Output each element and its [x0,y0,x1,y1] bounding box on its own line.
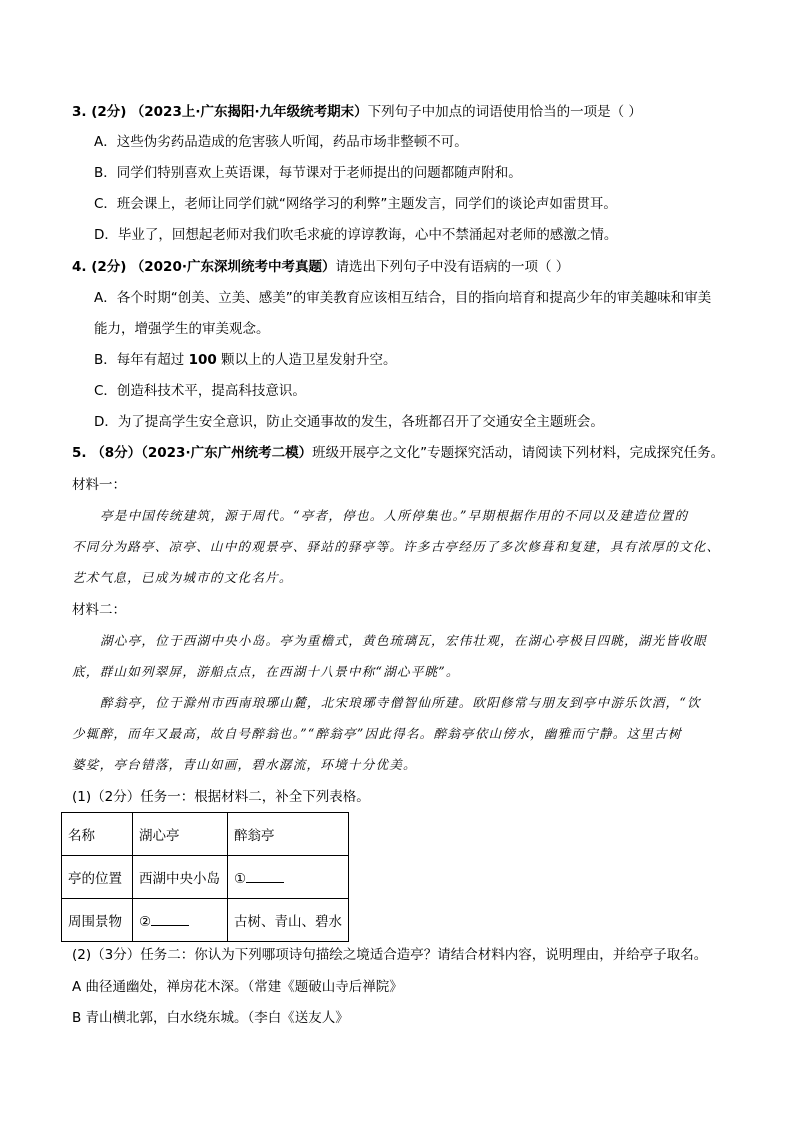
material-2-para-2-line-1: 醉翁亭，位于滁州市西南琅琊山麓，北宋琅琊寺僧智仙所建。欧阳修常与朋友到亭中游乐饮酒，“饮 [100,695,701,710]
task-1-prompt: (1)（2分）任务一：根据材料二，补全下列表格。 [72,789,370,805]
material-1-line-2: 不同分为路亭、凉亭、山中的观景亭、驿站的驿亭等。许多古亭经历了多次修葺和复建，具有浓厚的文化、 [72,539,721,554]
table-header-name: 名称 [62,813,133,856]
table-cell-scenery-label: 周围景物 [62,899,133,942]
material-2-para-2-line-2: 少辄醉，而年又最高，故自号醉翁也。”“醉翁亭”因此得名。醉翁亭依山傍水，幽雅而宁静。这里古树 [72,726,682,741]
blank-marker-2: ② [139,913,152,930]
material-2-para-1-line-2: 底，群山如列翠屏，游船点点，在西湖十八景中称“湖心平眺”。 [72,664,460,679]
question-4-stem [72,258,569,276]
question-5-text: 班级开展亭之文化”专题探究活动，请阅读下列材料，完成探究任务。 [312,445,725,461]
table-cell-zuiwengting-location[interactable] [228,856,349,899]
question-3-text: 下列句子中加点的词语使用恰当的一项是（ ） [367,104,642,120]
table-cell-huxinting-scenery[interactable] [133,899,228,942]
question-3-option-d: D．毕业了，回想起老师对我们吹毛求疵的谆谆教诲，心中不禁涌起对老师的感激之情。 [94,227,618,243]
table-cell-location-label: 亭的位置 [62,856,133,899]
question-3-stem [72,103,642,121]
question-5-source: （2023·广东广州统考二模） [141,445,313,461]
answer-blank-1[interactable] [246,868,284,883]
question-4-option-b-number: 100 [188,352,217,368]
question-4-text: 请选出下列句子中没有语病的一项（ ） [335,259,570,275]
table-cell-huxinting-location: 西湖中央小岛 [133,856,228,899]
material-1-label: 材料一： [72,477,126,493]
material-2-para-2-line-3: 婆娑，亭台错落，青山如画，碧水潺流，环境十分优美。 [72,757,417,772]
question-3-option-b: B．同学们特别喜欢上英语课，每节课对于老师提出的问题都随声附和。 [94,165,522,181]
question-4-option-d: D．为了提高学生安全意识，防止交通事故的发生，各班都召开了交通安全主题班会。 [94,414,604,430]
blank-marker-1: ① [234,870,247,887]
task-2-option-a: A 曲径通幽处，禅房花木深。（常建《题破山寺后禅院》 [72,979,403,995]
task-2-option-b: B 青山横北郭，白水绕东城。（李白《送友人》 [72,1010,349,1026]
question-4-option-b-suffix: 颗以上的人造卫星发射升空。 [216,352,397,368]
question-5-stem [72,444,724,462]
question-4-source: （2020·广东深圳统考中考真题） [130,259,336,275]
question-4-option-a-line1: A．各个时期“创美、立美、感美”的审美教育应该相互结合，目的指向培育和提高少年的审美趣味和审美 [94,290,712,306]
pavilion-table [61,812,349,942]
material-2-label: 材料二： [72,602,126,618]
table-cell-zuiwengting-scenery: 古树、青山、碧水 [228,899,349,942]
material-1-line-1: 亭是中国传统建筑，源于周代。“亭者，停也。人所停集也。”早期根据作用的不同以及建造位置的 [100,508,689,523]
question-3-option-c: C．班会课上，老师让同学们就“网络学习的利弊”主题发言，同学们的谈论声如雷贯耳。 [94,196,617,212]
answer-blank-2[interactable] [151,911,189,926]
table-row [62,899,349,942]
material-2-para-1-line-1: 湖心亭，位于西湖中央小岛。亭为重檐式，黄色琉璃瓦，宏伟壮观，在湖心亭极目四眺，湖光皆收眼 [100,633,707,648]
table-row [62,813,349,856]
question-4-option-b [94,351,397,369]
question-4-option-a-line2: 能力，增强学生的审美观念。 [94,321,270,337]
question-4-option-c: C．创造科技术平，提高科技意识。 [94,383,306,399]
question-4-number: 4. (2分) [72,259,127,275]
question-4-option-b-prefix: B．每年有超过 [94,352,189,368]
table-row [62,856,349,899]
question-3-source: （2023上·广东揭阳·九年级统考期末） [130,104,368,120]
table-header-zuiwengting: 醉翁亭 [228,813,349,856]
table-header-huxinting: 湖心亭 [133,813,228,856]
material-1-line-3: 艺术气息，已成为城市的文化名片。 [72,570,293,585]
question-3-option-a: A．这些伪劣药品造成的危害骇人听闻，药品市场非整顿不可。 [94,134,468,150]
question-5-number: 5. （8分） [72,445,142,461]
question-3-number: 3. (2分) [72,104,127,120]
task-2-prompt: (2)（3分）任务二：你认为下列哪项诗句描绘之境适合造亭？请结合材料内容，说明理由，并给亭子取名。 [72,947,708,963]
